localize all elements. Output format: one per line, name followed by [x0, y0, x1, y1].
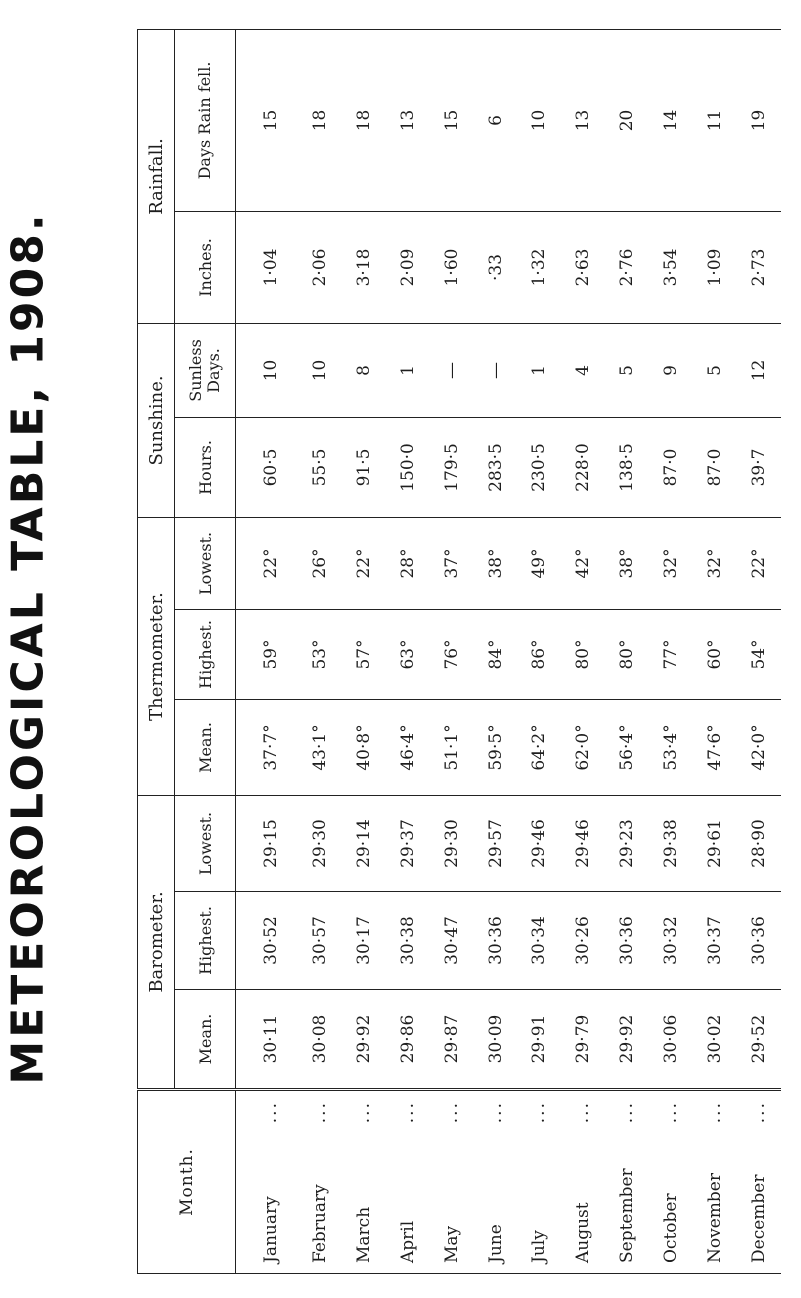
barometer-mean-cell: 30·02: [693, 990, 737, 1090]
thermometer-lowest-cell: 49°: [518, 517, 562, 609]
table-row: [737, 29, 781, 1273]
thermometer-mean-cell: 53·4°: [649, 699, 693, 795]
rain-days-cell: 11: [693, 29, 737, 211]
table-row: [518, 29, 562, 1273]
thermometer-mean-cell: 42·0°: [737, 699, 781, 795]
barometer-mean-cell: 29·79: [561, 990, 605, 1090]
sunshine-hours-cell: 283·5: [474, 417, 518, 517]
month-label: September: [617, 1168, 638, 1263]
barometer-lowest-cell: 29·38: [649, 795, 693, 891]
month-cell: [649, 1090, 693, 1274]
rain-days-cell: 14: [649, 29, 693, 211]
barometer-highest-cell: 30·36: [737, 892, 781, 990]
thermometer-lowest-cell: 38°: [605, 517, 649, 609]
sunless-days-header: Sunless Days.: [175, 323, 236, 417]
barometer-highest-cell: 30·57: [298, 892, 342, 990]
table-row: [474, 29, 518, 1273]
thermometer-mean-cell: 46·4°: [386, 699, 430, 795]
thermometer-lowest-cell: 22°: [236, 517, 299, 609]
sunshine-hours-cell: 228·0: [561, 417, 605, 517]
sunshine-hours-cell: 39·7: [737, 417, 781, 517]
month-label: January: [261, 1196, 282, 1263]
thermometer-mean-cell: 62·0°: [561, 699, 605, 795]
rainfall-inches-cell: 1·09: [693, 211, 737, 323]
thermometer-highest-cell: 86°: [518, 609, 562, 699]
rainfall-inches-cell: 1·32: [518, 211, 562, 323]
barometer-mean-cell: 30·06: [649, 990, 693, 1090]
leader-dots: ...: [529, 1101, 550, 1124]
thermometer-highest-cell: 53°: [298, 609, 342, 699]
leader-dots: ...: [441, 1101, 462, 1124]
barometer-highest-cell: 30·38: [386, 892, 430, 990]
barometer-mean-cell: 29·87: [430, 990, 474, 1090]
barometer-highest-cell: 30·47: [430, 892, 474, 990]
thermometer-highest-cell: 54°: [737, 609, 781, 699]
rain-days-cell: 15: [430, 29, 474, 211]
table-row: [693, 29, 737, 1273]
month-label: July: [529, 1230, 550, 1263]
barometer-lowest-cell: 29·15: [236, 795, 299, 891]
thermometer-highest-cell: 57°: [342, 609, 386, 699]
month-label: August: [573, 1202, 594, 1263]
rainfall-inches-cell: 2·09: [386, 211, 430, 323]
meteorological-table: [137, 30, 781, 1274]
barometer-mean-cell: 29·86: [386, 990, 430, 1090]
month-cell: [342, 1090, 386, 1274]
table-row: [561, 29, 605, 1273]
month-label: June: [485, 1224, 506, 1263]
rain-days-cell: 13: [561, 29, 605, 211]
rainfall-inches-cell: 2·76: [605, 211, 649, 323]
sunshine-hours-cell: 87·0: [693, 417, 737, 517]
month-cell: [430, 1090, 474, 1274]
leader-dots: ...: [397, 1101, 418, 1124]
thermometer-lowest-cell: 32°: [649, 517, 693, 609]
month-cell: [693, 1090, 737, 1274]
barometer-highest-cell: 30·52: [236, 892, 299, 990]
barometer-lowest-cell: 29·30: [430, 795, 474, 891]
sunless-days-cell: 5: [605, 323, 649, 417]
sunshine-hours-cell: 230·5: [518, 417, 562, 517]
sunshine-hours-cell: 60·5: [236, 417, 299, 517]
sunshine-hours-cell: 87·0: [649, 417, 693, 517]
thermometer-highest-cell: 60°: [693, 609, 737, 699]
rain-days-cell: 18: [298, 29, 342, 211]
thermometer-mean-cell: 64·2°: [518, 699, 562, 795]
table-row: [342, 29, 386, 1273]
table-row: [298, 29, 342, 1273]
thermometer-header: Thermometer.: [138, 517, 175, 795]
thermometer-lowest-cell: 38°: [474, 517, 518, 609]
rain-days-cell: 13: [386, 29, 430, 211]
rainfall-header: Rainfall.: [138, 29, 175, 323]
sunless-days-cell: 12: [737, 323, 781, 417]
barometer-lowest-cell: 29·61: [693, 795, 737, 891]
month-label: February: [309, 1184, 330, 1263]
barometer-mean-cell: 29·52: [737, 990, 781, 1090]
thermometer-mean-cell: 56·4°: [605, 699, 649, 795]
barometer-lowest-cell: 29·46: [518, 795, 562, 891]
thermometer-highest-cell: 80°: [561, 609, 605, 699]
month-cell: [737, 1090, 781, 1274]
barometer-lowest-cell: 29·14: [342, 795, 386, 891]
barometer-lowest-cell: 29·23: [605, 795, 649, 891]
barometer-highest-cell: 30·34: [518, 892, 562, 990]
leader-dots: ...: [309, 1101, 330, 1124]
thermometer-mean-cell: 37·7°: [236, 699, 299, 795]
month-cell: [518, 1090, 562, 1274]
leader-dots: ...: [353, 1101, 374, 1124]
thermometer-mean-header: Mean.: [175, 699, 236, 795]
month-cell: [605, 1090, 649, 1274]
leader-dots: ...: [261, 1101, 282, 1124]
thermometer-lowest-cell: 26°: [298, 517, 342, 609]
leader-dots: ...: [705, 1101, 725, 1124]
thermometer-highest-cell: 80°: [605, 609, 649, 699]
table-row: [649, 29, 693, 1273]
rainfall-inches-cell: 1·60: [430, 211, 474, 323]
sunless-days-cell: 5: [693, 323, 737, 417]
barometer-lowest-header: Lowest.: [175, 795, 236, 891]
leader-dots: ...: [748, 1101, 769, 1124]
barometer-mean-cell: 29·92: [342, 990, 386, 1090]
sunshine-hours-cell: 55·5: [298, 417, 342, 517]
rainfall-inches-cell: 3·54: [649, 211, 693, 323]
barometer-lowest-cell: 29·30: [298, 795, 342, 891]
barometer-mean-cell: 30·08: [298, 990, 342, 1090]
leader-dots: ...: [661, 1101, 682, 1124]
sunshine-hours-cell: 138·5: [605, 417, 649, 517]
leader-dots: ...: [617, 1101, 638, 1124]
sunless-days-cell: 1: [518, 323, 562, 417]
thermometer-highest-cell: 77°: [649, 609, 693, 699]
sunshine-hours-cell: 150·0: [386, 417, 430, 517]
month-label: November: [705, 1173, 725, 1263]
barometer-lowest-cell: 28·90: [737, 795, 781, 891]
rainfall-inches-header: Inches.: [175, 211, 236, 323]
sunless-days-cell: —: [474, 323, 518, 417]
month-label: December: [748, 1174, 769, 1263]
thermometer-lowest-header: Lowest.: [175, 517, 236, 609]
sunless-days-cell: 4: [561, 323, 605, 417]
month-cell: [561, 1090, 605, 1274]
barometer-lowest-cell: 29·57: [474, 795, 518, 891]
sunshine-hours-header: Hours.: [175, 417, 236, 517]
rain-days-cell: 19: [737, 29, 781, 211]
barometer-highest-cell: 30·17: [342, 892, 386, 990]
month-cell: [386, 1090, 430, 1274]
thermometer-lowest-cell: 22°: [342, 517, 386, 609]
rain-days-cell: 15: [236, 29, 299, 211]
sunless-days-cell: —: [430, 323, 474, 417]
thermometer-lowest-cell: 32°: [693, 517, 737, 609]
rain-days-cell: 20: [605, 29, 649, 211]
table-body: [236, 29, 782, 1273]
table-row: [386, 29, 430, 1273]
table-row: [430, 29, 474, 1273]
data-table: [137, 29, 781, 1274]
sunless-days-cell: 10: [236, 323, 299, 417]
barometer-highest-cell: 30·32: [649, 892, 693, 990]
thermometer-mean-cell: 43·1°: [298, 699, 342, 795]
sunshine-hours-cell: 179·5: [430, 417, 474, 517]
month-label: April: [397, 1220, 418, 1263]
barometer-lowest-cell: 29·37: [386, 795, 430, 891]
month-header: Month.: [138, 1090, 236, 1274]
thermometer-lowest-cell: 37°: [430, 517, 474, 609]
barometer-highest-cell: 30·37: [693, 892, 737, 990]
rainfall-inches-cell: 2·06: [298, 211, 342, 323]
barometer-mean-cell: 29·91: [518, 990, 562, 1090]
month-label: March: [353, 1206, 374, 1263]
leader-dots: ...: [485, 1101, 506, 1124]
rainfall-inches-cell: 3·18: [342, 211, 386, 323]
month-label: October: [661, 1193, 682, 1263]
month-cell: [474, 1090, 518, 1274]
sunless-days-cell: 8: [342, 323, 386, 417]
sunshine-header: Sunshine.: [138, 323, 175, 517]
thermometer-highest-cell: 63°: [386, 609, 430, 699]
barometer-header: Barometer.: [138, 795, 175, 1089]
thermometer-mean-cell: 40·8°: [342, 699, 386, 795]
thermometer-highest-header: Highest.: [175, 609, 236, 699]
barometer-mean-cell: 30·09: [474, 990, 518, 1090]
rain-days-header: Days Rain fell.: [175, 29, 236, 211]
table-row: [605, 29, 649, 1273]
table-row: [236, 29, 299, 1273]
thermometer-mean-cell: 47·6°: [693, 699, 737, 795]
barometer-mean-cell: 30·11: [236, 990, 299, 1090]
page-title: METEOROLOGICAL TABLE, 1908.: [2, 211, 54, 1085]
rainfall-inches-cell: 1·04: [236, 211, 299, 323]
thermometer-highest-cell: 84°: [474, 609, 518, 699]
sunshine-hours-cell: 91·5: [342, 417, 386, 517]
barometer-mean-header: Mean.: [175, 990, 236, 1090]
barometer-highest-cell: 30·36: [605, 892, 649, 990]
month-cell: [236, 1090, 299, 1274]
thermometer-highest-cell: 59°: [236, 609, 299, 699]
thermometer-lowest-cell: 42°: [561, 517, 605, 609]
rainfall-inches-cell: 2·73: [737, 211, 781, 323]
thermometer-mean-cell: 51·1°: [430, 699, 474, 795]
barometer-highest-cell: 30·36: [474, 892, 518, 990]
leader-dots: ...: [573, 1101, 594, 1124]
thermometer-lowest-cell: 28°: [386, 517, 430, 609]
thermometer-highest-cell: 76°: [430, 609, 474, 699]
month-cell: [298, 1090, 342, 1274]
sunless-days-cell: 1: [386, 323, 430, 417]
barometer-highest-header: Highest.: [175, 892, 236, 990]
rainfall-inches-cell: 2·63: [561, 211, 605, 323]
rain-days-cell: 10: [518, 29, 562, 211]
rain-days-cell: 18: [342, 29, 386, 211]
barometer-lowest-cell: 29·46: [561, 795, 605, 891]
sunless-days-cell: 10: [298, 323, 342, 417]
barometer-highest-cell: 30·26: [561, 892, 605, 990]
thermometer-mean-cell: 59·5°: [474, 699, 518, 795]
thermometer-lowest-cell: 22°: [737, 517, 781, 609]
rain-days-cell: 6: [474, 29, 518, 211]
barometer-mean-cell: 29·92: [605, 990, 649, 1090]
month-label: May: [441, 1225, 462, 1263]
sunless-days-cell: 9: [649, 323, 693, 417]
rainfall-inches-cell: ·33: [474, 211, 518, 323]
